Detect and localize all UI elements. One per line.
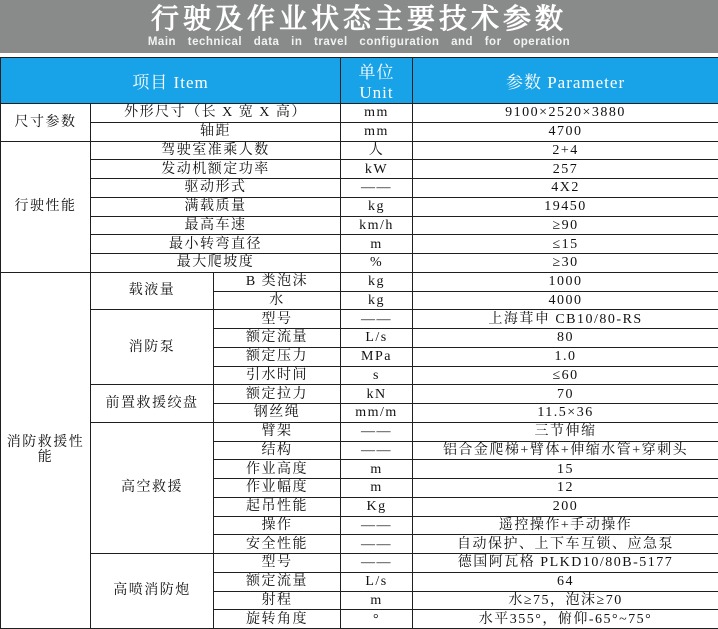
table-row xyxy=(1,104,718,123)
table-row xyxy=(1,160,718,179)
item-cell: 起吊性能 xyxy=(214,497,341,516)
unit-cell: kg xyxy=(341,291,413,310)
item-cell: 额定流量 xyxy=(214,572,341,591)
item-cell: 驱动形式 xyxy=(91,179,341,198)
unit-cell: L/s xyxy=(341,572,413,591)
item-cell: 作业幅度 xyxy=(214,479,341,498)
value-cell: 80 xyxy=(413,329,718,348)
value-cell: 水平355°，俯仰-65°~75° xyxy=(413,610,718,629)
value-cell: 自动保护、上下车互锁、应急泵 xyxy=(413,535,718,554)
unit-cell: kg xyxy=(341,272,413,291)
item-cell: 结构 xyxy=(214,441,341,460)
unit-cell: Kg xyxy=(341,497,413,516)
unit-cell: mm xyxy=(341,104,413,123)
value-cell: 上海茸申 CB10/80-RS xyxy=(413,310,718,329)
item-cell: 额定流量 xyxy=(214,329,341,348)
value-cell: 遥控操作+手动操作 xyxy=(413,516,718,535)
item-cell: 操作 xyxy=(214,516,341,535)
item-cell: 满载质量 xyxy=(91,197,341,216)
table-row xyxy=(1,141,718,160)
table-row xyxy=(1,197,718,216)
table-row xyxy=(1,235,718,254)
category-cell: 消防救援性能 xyxy=(1,272,91,628)
value-cell: 铝合金爬梯+臂体+伸缩水管+穿刺头 xyxy=(413,441,718,460)
unit-cell: % xyxy=(341,254,413,273)
item-cell: 发动机额定功率 xyxy=(91,160,341,179)
section-cell: 高喷消防炮 xyxy=(91,554,214,629)
value-cell: 257 xyxy=(413,160,718,179)
unit-cell: kg xyxy=(341,197,413,216)
category-cell: 尺寸参数 xyxy=(1,104,91,142)
section-cell: 载液量 xyxy=(91,272,214,310)
value-cell: ≥30 xyxy=(413,254,718,273)
item-cell: 射程 xyxy=(214,591,341,610)
page-title: 行驶及作业状态主要技术参数 xyxy=(150,3,567,34)
unit-cell: ° xyxy=(341,610,413,629)
item-cell: 额定拉力 xyxy=(214,385,341,404)
column-header-unit: 单位Unit xyxy=(341,58,413,104)
value-cell: 三节伸缩 xyxy=(413,422,718,441)
table-row xyxy=(1,179,718,198)
spec-table-body xyxy=(1,104,718,629)
item-cell: 型号 xyxy=(214,554,341,573)
value-cell: ≤60 xyxy=(413,366,718,385)
value-cell: 1000 xyxy=(413,272,718,291)
unit-cell: mm/m xyxy=(341,404,413,423)
unit-cell: —— xyxy=(341,441,413,460)
table-row xyxy=(1,272,718,291)
table-header-row xyxy=(1,58,718,104)
value-cell: 2+4 xyxy=(413,141,718,160)
category-cell: 行驶性能 xyxy=(1,141,91,272)
unit-cell: 人 xyxy=(341,141,413,160)
table-row xyxy=(1,254,718,273)
table-row xyxy=(1,216,718,235)
item-cell: 臂架 xyxy=(214,422,341,441)
unit-cell: MPa xyxy=(341,347,413,366)
unit-cell: m xyxy=(341,479,413,498)
table-row xyxy=(1,554,718,573)
column-header-item: 项目 Item xyxy=(1,58,341,104)
value-cell: 19450 xyxy=(413,197,718,216)
value-cell: 9100×2520×3880 xyxy=(413,104,718,123)
table-row xyxy=(1,422,718,441)
value-cell: 4000 xyxy=(413,291,718,310)
unit-cell: km/h xyxy=(341,216,413,235)
unit-cell: —— xyxy=(341,516,413,535)
value-cell: 11.5×36 xyxy=(413,404,718,423)
item-cell: 作业高度 xyxy=(214,460,341,479)
unit-cell: —— xyxy=(341,179,413,198)
section-cell: 高空救援 xyxy=(91,422,214,553)
item-cell: 最高车速 xyxy=(91,216,341,235)
value-cell: 4700 xyxy=(413,122,718,141)
item-cell: 安全性能 xyxy=(214,535,341,554)
unit-cell: —— xyxy=(341,422,413,441)
value-cell: 1.0 xyxy=(413,347,718,366)
page-subtitle: Main technical data in travel configuration and for operation xyxy=(147,36,571,48)
value-cell: ≥90 xyxy=(413,216,718,235)
spec-table xyxy=(0,57,718,629)
column-header-parameter: 参数 Parameter xyxy=(413,58,718,104)
unit-cell: s xyxy=(341,366,413,385)
unit-cell: kN xyxy=(341,385,413,404)
item-cell: 轴距 xyxy=(91,122,341,141)
value-cell: 水≥75，泡沫≥70 xyxy=(413,591,718,610)
unit-cell: —— xyxy=(341,535,413,554)
unit-cell: —— xyxy=(341,554,413,573)
item-cell: 最小转弯直径 xyxy=(91,235,341,254)
table-row xyxy=(1,310,718,329)
value-cell: 15 xyxy=(413,460,718,479)
value-cell: 德国阿瓦格 PLKD10/80B-5177 xyxy=(413,554,718,573)
item-cell: 外形尺寸（长 X 宽 X 高） xyxy=(91,104,341,123)
section-cell: 前置救援绞盘 xyxy=(91,385,214,423)
item-cell: 水 xyxy=(214,291,341,310)
item-cell: 引水时间 xyxy=(214,366,341,385)
value-cell: 70 xyxy=(413,385,718,404)
unit-cell: mm xyxy=(341,122,413,141)
unit-cell: kW xyxy=(341,160,413,179)
value-cell: 4X2 xyxy=(413,179,718,198)
item-cell: 最大爬坡度 xyxy=(91,254,341,273)
item-cell: 额定压力 xyxy=(214,347,341,366)
value-cell: 64 xyxy=(413,572,718,591)
item-cell: B 类泡沫 xyxy=(214,272,341,291)
item-cell: 钢丝绳 xyxy=(214,404,341,423)
section-cell: 消防泵 xyxy=(91,310,214,385)
unit-cell: —— xyxy=(341,310,413,329)
table-row xyxy=(1,385,718,404)
unit-cell: m xyxy=(341,235,413,254)
unit-cell: m xyxy=(341,460,413,479)
item-cell: 旋转角度 xyxy=(214,610,341,629)
title-bar xyxy=(0,0,718,53)
value-cell: 12 xyxy=(413,479,718,498)
item-cell: 型号 xyxy=(214,310,341,329)
item-cell: 驾驶室准乘人数 xyxy=(91,141,341,160)
unit-cell: L/s xyxy=(341,329,413,348)
table-row xyxy=(1,122,718,141)
value-cell: ≤15 xyxy=(413,235,718,254)
value-cell: 200 xyxy=(413,497,718,516)
unit-cell: m xyxy=(341,591,413,610)
